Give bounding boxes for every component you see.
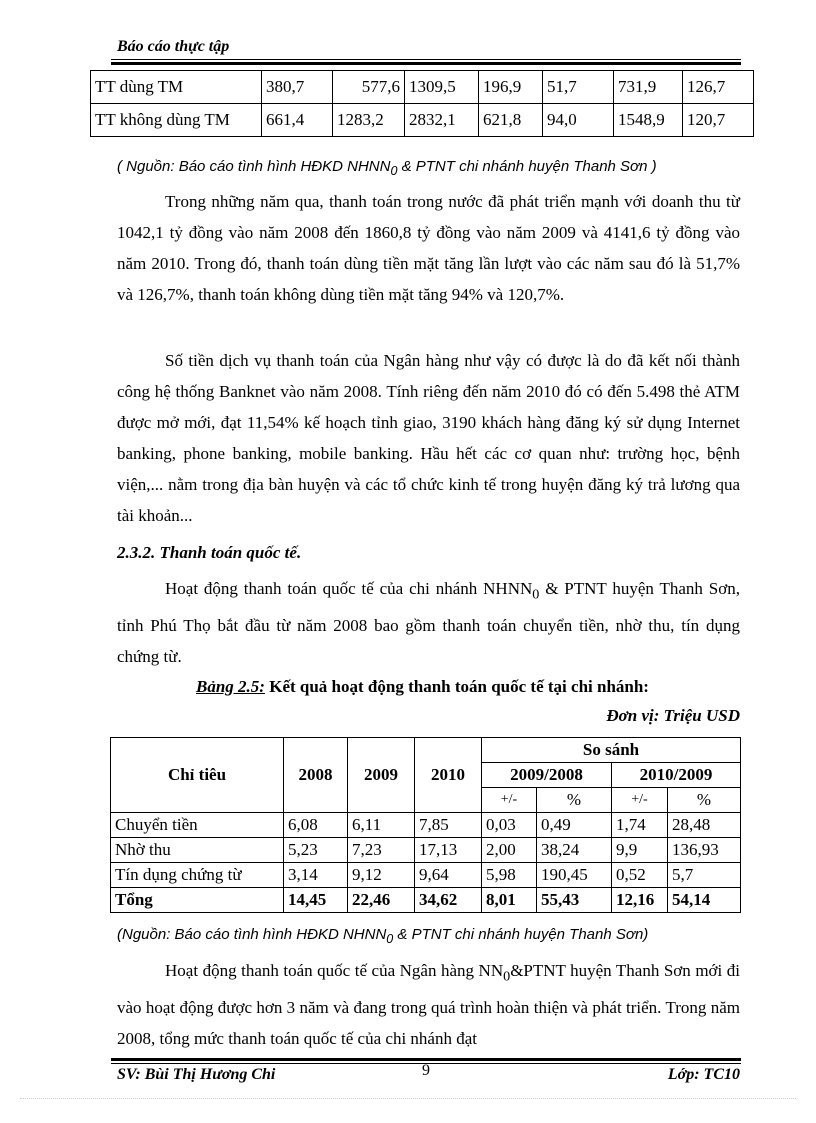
footer-student: SV: Bùi Thị Hương Chi <box>117 1066 276 1083</box>
table-cell: 1548,9 <box>614 104 683 137</box>
table-cell: 6,11 <box>348 813 415 838</box>
table-cell: 12,16 <box>612 888 668 913</box>
table-cell: 9,12 <box>348 863 415 888</box>
table-cell: 5,98 <box>482 863 537 888</box>
page-header-title: Báo cáo thực tập <box>117 38 230 55</box>
table-cell: 380,7 <box>262 71 333 104</box>
table-cell: 54,14 <box>668 888 741 913</box>
table-cell: 731,9 <box>614 71 683 104</box>
table-cell: 7,85 <box>415 813 482 838</box>
row-label: Tín dụng chứng từ <box>111 863 284 888</box>
paragraph-international-payment: Hoạt động thanh toán quốc tế của chi nhánh $NHNN_0$ & PTNT huyện Thanh Sơn, tỉnh Phú Thọ bắt đầu từ năm 2008 bao gồm thanh toán chuyển tiền, nhờ thu, tín dụng chứng từ. <box>117 579 740 667</box>
table-cell: 5,7 <box>668 863 741 888</box>
table-cell: 9,64 <box>415 863 482 888</box>
table-cell: 1309,5 <box>405 71 479 104</box>
table-cell: 621,8 <box>479 104 543 137</box>
table-cell: 5,23 <box>284 838 348 863</box>
table-cell: 55,43 <box>537 888 612 913</box>
table-caption: Bảng 2.5: Kết quả hoạt động thanh toán quốc tế tại chi nhánh: <box>196 677 649 696</box>
table-cell: 1,74 <box>612 813 668 838</box>
paragraph-banknet: Số tiền dịch vụ thanh toán của Ngân hàng như vậy có được là do đã kết nối thành công hệ thống Banknet vào năm 2008. Tính riêng đến năm 2010 đó có đến 5.498 thẻ ATM được mở mới, đạt 11,54% kế hoạch tỉnh giao, 3190 khách hàng đăng ký sử dụng Internet banking, phone banking, mobile banking. Hầu hết các cơ quan như: trường học, bệnh viện,... nằm trong địa bàn huyện và các tổ chức kinh tế trong huyện đăng ký trả lương qua tài khoản... <box>117 351 740 525</box>
table-cell: 14,45 <box>284 888 348 913</box>
header-year: 2009 <box>348 738 415 813</box>
table-cell: 9,9 <box>612 838 668 863</box>
table-unit: Đơn vị: Triệu USD <box>606 706 740 725</box>
table-cell: 6,08 <box>284 813 348 838</box>
header-period: 2010/2009 <box>612 763 741 788</box>
table-cell: 17,13 <box>415 838 482 863</box>
table-cell: 7,23 <box>348 838 415 863</box>
header-period: 2009/2008 <box>482 763 612 788</box>
table-cell: 38,24 <box>537 838 612 863</box>
table-cell: 661,4 <box>262 104 333 137</box>
header-year: 2010 <box>415 738 482 813</box>
table-cell: 0,52 <box>612 863 668 888</box>
table-cell: 28,48 <box>668 813 741 838</box>
table-cell: 34,62 <box>415 888 482 913</box>
table-cell: 0,03 <box>482 813 537 838</box>
table-cell: 120,7 <box>683 104 754 137</box>
row-label: Tổng <box>111 888 284 913</box>
table-cell: 0,49 <box>537 813 612 838</box>
row-label: TT không dùng TM <box>91 104 262 137</box>
row-label: TT dùng TM <box>91 71 262 104</box>
table-row <box>91 104 754 137</box>
table-cell: 94,0 <box>543 104 614 137</box>
table-cell: 8,01 <box>482 888 537 913</box>
table-row <box>111 813 741 838</box>
paragraph-domestic-payment: Trong những năm qua, thanh toán trong nước đã phát triển mạnh với doanh thu từ 1042,1 tỷ đồng vào năm 2008 đến 1860,8 tỷ đồng vào năm 2009 và 4141,6 tỷ đồng vào năm 2010. Trong đó, thanh toán dùng tiền mặt tăng lần lượt vào các năm sau đó là 51,7% và 126,7%, thanh toán không dùng tiền mặt tăng 94% và 120,7%. <box>117 192 740 304</box>
table-cell: 2,00 <box>482 838 537 863</box>
footer-rule-thick <box>111 1058 741 1061</box>
header-sub: +/- <box>612 788 668 813</box>
international-payment-table <box>110 737 741 913</box>
page-number: 9 <box>422 1062 430 1079</box>
header-compare: So sánh <box>482 738 741 763</box>
payment-table-continued <box>90 70 754 137</box>
table-cell: 2832,1 <box>405 104 479 137</box>
table-cell: 51,7 <box>543 71 614 104</box>
header-year: 2008 <box>284 738 348 813</box>
page-edge-dots <box>20 1098 796 1099</box>
paragraph-international-result: Hoạt động thanh toán quốc tế của Ngân hàng $NN_0\&PTNT$ huyện Thanh Sơn mới đi vào hoạt động được hơn 3 năm và đang trong quá trình hoàn thiện và phát triển. Trong năm 2008, tổng mức thanh toán quốc tế của chi nhánh đạt <box>117 961 741 1049</box>
table-cell: 136,93 <box>668 838 741 863</box>
table-cell: 577,6 <box>333 71 405 104</box>
table-cell: 126,7 <box>683 71 754 104</box>
header-rule-thick <box>111 62 741 65</box>
footer-class: Lớp: TC10 <box>667 1066 740 1083</box>
table-header-row <box>111 738 741 763</box>
header-sub: % <box>668 788 741 813</box>
row-label: Nhờ thu <box>111 838 284 863</box>
header-indicator: Chỉ tiêu <box>111 738 284 813</box>
row-label: Chuyển tiền <box>111 813 284 838</box>
table-cell: 3,14 <box>284 863 348 888</box>
table-cell: 1283,2 <box>333 104 405 137</box>
header-sub: +/- <box>482 788 537 813</box>
table-cell: 190,45 <box>537 863 612 888</box>
table-row <box>91 71 754 104</box>
table-cell: 196,9 <box>479 71 543 104</box>
header-sub: % <box>537 788 612 813</box>
table-row <box>111 838 741 863</box>
header-rule <box>111 59 741 60</box>
section-heading: 2.3.2. Thanh toán quốc tế. <box>117 543 302 562</box>
table-total-row <box>111 888 741 913</box>
table-row <box>111 863 741 888</box>
table-cell: 22,46 <box>348 888 415 913</box>
table1-source-note: ( Nguồn: Báo cáo tình hình HĐKD $NHNN_0$ & PTNT chi nhánh huyện Thanh Sơn ) <box>117 158 657 178</box>
table2-source-note: (Nguồn: Báo cáo tình hình HĐKD $NHNN_0$ & PTNT chi nhánh huyện Thanh Sơn) <box>117 926 649 946</box>
